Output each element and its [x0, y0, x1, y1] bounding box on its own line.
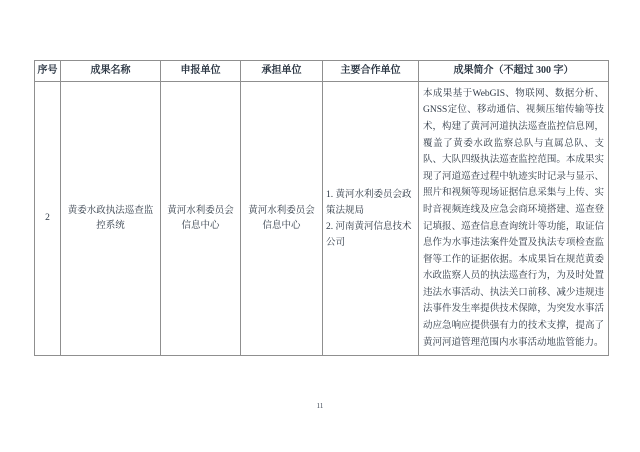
declaring-unit: 黄河水利委员会信息中心 — [161, 82, 241, 356]
header-undertaking-unit: 承担单位 — [241, 61, 323, 82]
row-index: 2 — [35, 82, 61, 356]
partners-list — [323, 82, 419, 356]
header-summary: 成果简介（不超过 300 字） — [419, 61, 609, 82]
header-result-name: 成果名称 — [61, 61, 161, 82]
header-index: 序号 — [35, 61, 61, 82]
header-declaring-unit: 申报单位 — [161, 61, 241, 82]
result-summary: 本成果基于WebGIS、物联网、数据分析、GNSS定位、移动通信、视频压缩传输等技术，构建了黄河河道执法巡查监控信息网，覆盖了黄委水政监察总队与直属总队、支队、大队四级执法巡查监控范围。本成果实现了河道巡查过程中轨迹实时记录与显示、照片和视频等现场证据信息采集与上传、实时音视频连线及应急会商环境搭建、巡查登记填报、巡查信息查询统计等功能，取证信息作为水事违法案件处置及执法专项检查监督等工作的证据依据。本成果旨在规范黄委水政监察人员的执法巡查行为，为及时处置违法水事活动、执法关口前移、减少违规违法事件发生率提供技术保障，为突发水事活动应急响应提供强有力的技术支撑，提高了黄河河道管理范围内水事活动地监管能力。 — [419, 82, 609, 356]
results-table — [34, 60, 609, 356]
table-header-row — [35, 61, 609, 82]
page-number: 11 — [316, 402, 324, 410]
result-name: 黄委水政执法巡查监控系统 — [61, 82, 161, 356]
partner-item: 2. 河南黄河信息技术公司 — [326, 221, 412, 248]
table-row — [35, 82, 609, 356]
partner-item: 1. 黄河水利委员会政策法规局 — [326, 189, 412, 216]
undertaking-unit: 黄河水利委员会信息中心 — [241, 82, 323, 356]
header-partners: 主要合作单位 — [323, 61, 419, 82]
